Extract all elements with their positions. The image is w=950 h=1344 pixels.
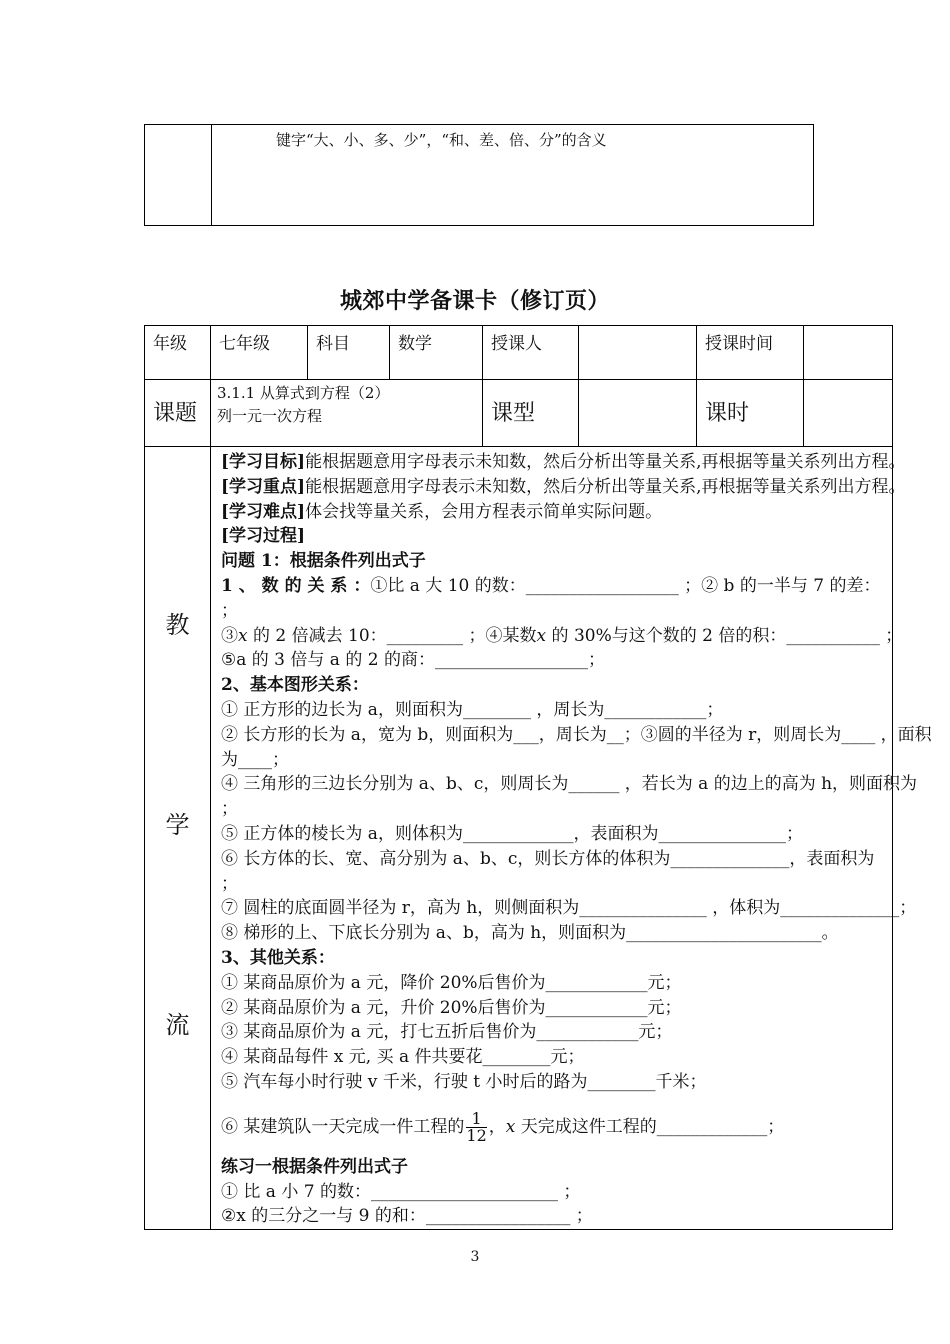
section-3-line-6-suffix: ，𝑥 天完成这件工程的_____________； (488, 1116, 785, 1137)
section-2-title-text: 2、基本图形关系： (221, 675, 369, 696)
fraction-numerator: 1 (466, 1111, 486, 1128)
section-1-line-2: ③𝑥 的 2 倍减去 10：_________ ；④某数𝑥 的 30%与这个数的 2 倍的积：___________ ； (221, 625, 903, 646)
section-1-line (221, 574, 884, 599)
section-1-line-1: ①比 a 大 10 的数：__________________ ；② b 的一半与 7 的差： (370, 575, 881, 596)
section-3-title (221, 946, 884, 971)
difficulty-tag: [学习难点] (221, 501, 306, 522)
section-1-line-3: ⑤a 的 3 倍与 a 的 2 的商：__________________； (221, 650, 605, 671)
section-2-title (221, 673, 884, 698)
section-3-line-6 (221, 1095, 884, 1147)
subject-value: 数学 (390, 326, 483, 380)
goal-line (221, 450, 906, 475)
section-3-line-6-prefix: ⑥ 某建筑队一天完成一件工程的 (221, 1116, 465, 1137)
section-2-line-2b: 为____； (221, 749, 289, 770)
time-label: 授课时间 (697, 326, 804, 380)
exercise-line-2: ②x 的三分之一与 9 的和：_________________ ； (221, 1206, 593, 1227)
grade-value: 七年级 (211, 326, 308, 380)
subject-label: 科目 (308, 326, 390, 380)
lesson-card-table (144, 325, 932, 1230)
process-tag: [学习过程] (221, 526, 306, 547)
topic-line-2: 列一元一次方程 (217, 407, 323, 425)
page-number: 3 (470, 1249, 480, 1265)
grade-label: 年级 (145, 326, 211, 380)
fraction-denominator: 12 (466, 1125, 487, 1145)
fraction-one-twelfth (466, 1108, 487, 1145)
side-char-learn: 学 (165, 811, 190, 839)
side-char-teach: 教 (165, 611, 190, 639)
process-line (221, 524, 884, 549)
section-1-title: 1 、 数 的 关 系 ： (221, 575, 371, 596)
section-3-line-1: ① 某商品原价为 a 元，降价 20%后售价为____________元； (221, 972, 682, 993)
lesson-type-label: 课型 (483, 380, 579, 447)
section-2-line-3: ④ 三角形的三边长分别为 a、b、c，则周长为______ ，若长为 a 的边上的高为 h，则面积为 (221, 774, 918, 795)
key-line (221, 475, 906, 500)
key-text: 能根据题意用字母表示未知数，然后分析出等量关系,再根据等量关系列出方程。 (305, 476, 906, 497)
section-2-line-3b: ； (221, 799, 238, 820)
difficulty-line (221, 500, 884, 525)
class-hours-label: 课时 (697, 380, 804, 447)
section-3-line-4: ④ 某商品每件 x 元, 买 a 件共要花________元； (221, 1047, 585, 1068)
top-partial-table (144, 124, 814, 226)
section-2-line-5b: ； (221, 873, 238, 894)
topic-row (145, 380, 893, 447)
section-2-line-4: ⑤ 正方体的棱长为 a，则体积为_____________，表面积为_______________； (221, 823, 803, 844)
section-2-line-2: ② 长方形的长为 a，宽为 b，则面积为___，周长为__；③圆的半径为 r，则周长为____ ，面积 (221, 724, 932, 745)
class-hours-value (804, 380, 893, 447)
question-1-title-text: 问题 1：根据条件列出式子 (221, 551, 426, 572)
topic-value (211, 380, 483, 447)
section-2-line-7: ⑧ 梯形的上、下底长分别为 a、b，高为 h，则面积为_______________________。 (221, 923, 839, 944)
goal-text: 能根据题意用字母表示未知数，然后分析出等量关系,再根据等量关系列出方程。 (305, 452, 906, 472)
side-char-flow: 流 (165, 1011, 190, 1039)
difficulty-text: 体会找等量关系，会用方程表示简单实际问题。 (305, 501, 663, 522)
content-row (145, 447, 893, 1230)
exercise-title (221, 1155, 884, 1180)
header-row (145, 326, 893, 380)
section-3-line-2: ② 某商品原价为 a 元，升价 20%后售价为____________元； (221, 997, 682, 1018)
keyword-meaning-text: 键字“大、小、多、少”，“和、差、倍、分”的含义 (276, 131, 607, 149)
top-table-left-cell (145, 125, 212, 226)
section-3-title-text: 3、其他关系： (221, 947, 335, 968)
exercise-title-text: 练习一根据条件列出式子 (221, 1156, 408, 1177)
teacher-value (579, 326, 697, 380)
question-1-title (221, 549, 884, 574)
topic-line-1: 3.1.1 从算式到方程（2） (217, 384, 390, 402)
section-3-line-5: ⑤ 汽车每小时行驶 v 千米，行驶 t 小时后的路为________千米； (221, 1071, 707, 1092)
goal-tag: [学习目标] (221, 452, 306, 472)
section-2-line-6: ⑦ 圆柱的底面圆半径为 r，高为 h，则侧面积为_______________ ，体积为______________； (221, 898, 917, 919)
content-cell (211, 447, 932, 1230)
section-2-line-1: ① 正方形的边长为 a，则面积为________ ，周长为____________； (221, 699, 724, 720)
page-title: 城郊中学备课卡（修订页） (339, 288, 610, 314)
section-3-line-3: ③ 某商品原价为 a 元，打七五折后售价为____________元； (221, 1022, 673, 1043)
key-tag: [学习重点] (221, 476, 306, 497)
topic-label: 课题 (145, 380, 211, 447)
section-1-line-1b: ； (221, 600, 238, 621)
exercise-line-1: ① 比 a 小 7 的数：______________________ ； (221, 1181, 581, 1202)
lesson-type-value (579, 380, 697, 447)
section-2-line-5: ⑥ 长方体的长、宽、高分别为 a、b、c，则长方体的体积为______________，表面积为 (221, 848, 875, 869)
top-table-right-cell (212, 125, 814, 226)
teacher-label: 授课人 (483, 326, 579, 380)
time-value (804, 326, 893, 380)
side-label-cell (145, 447, 211, 1230)
